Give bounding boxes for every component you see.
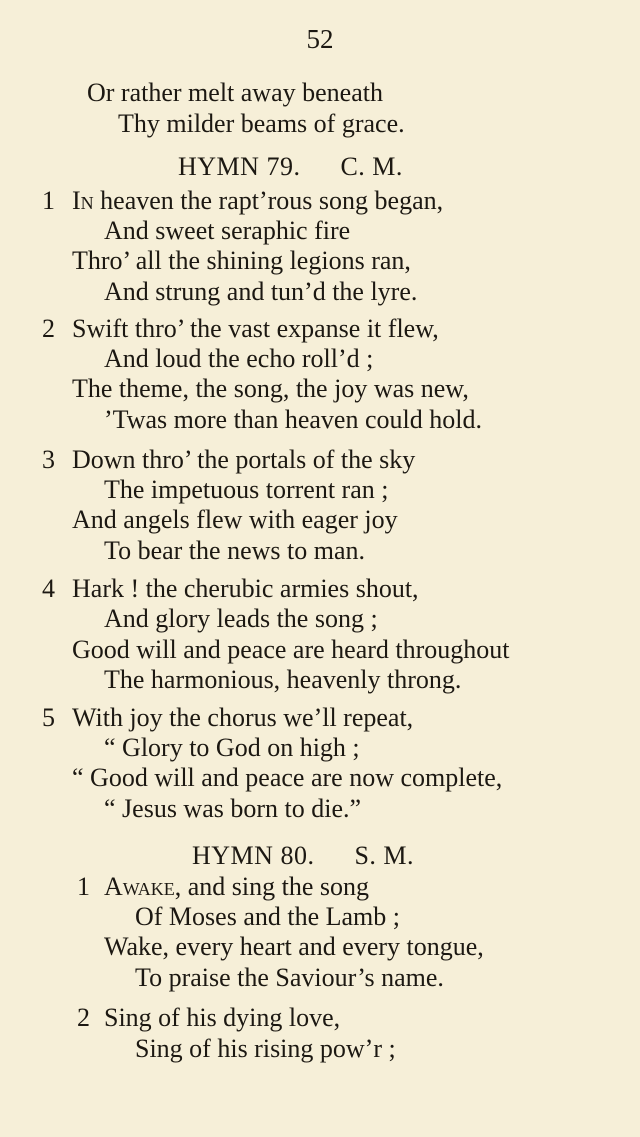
hymn-80-verse-2-line-2: Sing of his rising pow’r ; xyxy=(135,1034,396,1063)
hymn-79-verse-2-line-3: The theme, the song, the joy was new, xyxy=(72,374,469,403)
hymn-80-verse-2-line-1: Sing of his dying love, xyxy=(104,1003,341,1032)
hymn-79-verse-3-number: 3 xyxy=(42,445,55,474)
hymn-80-verse-1-line-2: Of Moses and the Lamb ; xyxy=(135,902,401,931)
hymn-80-verse-1-line-1-text: , and sing the song xyxy=(174,872,370,901)
hymn-79-verse-2-line-1: Swift thro’ the vast expanse it flew, xyxy=(72,314,439,343)
hymn-80-title: HYMN 80. xyxy=(192,841,315,870)
hymn-80-verse-1-line-4: To praise the Saviour’s name. xyxy=(135,963,444,992)
hymn-80-meter: S. M. xyxy=(354,841,415,870)
page-number: 52 xyxy=(306,24,334,54)
hymn-79-verse-1-line-3: Thro’ all the shining legions ran, xyxy=(72,246,411,275)
hymn-79-title: HYMN 79. xyxy=(178,152,301,181)
hymn-79-verse-1-line-1 xyxy=(72,186,443,216)
hymn-79-verse-3-line-3: And angels flew with eager joy xyxy=(72,505,398,534)
hymn-79-verse-3-line-2: The impetuous torrent ran ; xyxy=(104,475,389,504)
hymn-79-verse-5-line-4: “ Jesus was born to die.” xyxy=(104,794,362,823)
hymn-79-verse-5-line-3: “ Good will and peace are now complete, xyxy=(72,763,503,792)
hymn-80-verse-1-line-1 xyxy=(104,872,369,902)
hymn-80-verse-2-number: 2 xyxy=(77,1003,90,1032)
hymn-79-verse-4-line-2: And glory leads the song ; xyxy=(104,604,378,633)
intro-line-2: Thy milder beams of grace. xyxy=(118,109,405,138)
hymn-79-verse-3-line-4: To bear the news to man. xyxy=(104,536,365,565)
hymn-79-meter: C. M. xyxy=(340,152,403,181)
hymn-79-verse-4-line-1: Hark ! the cherubic armies shout, xyxy=(72,574,419,603)
hymn-80-heading xyxy=(192,841,414,871)
hymn-79-verse-3-line-1: Down thro’ the portals of the sky xyxy=(72,445,416,474)
hymn-79-verse-4-line-4: The harmonious, heavenly throng. xyxy=(104,665,462,694)
hymn-79-verse-4-number: 4 xyxy=(42,574,55,603)
hymn-79-verse-2-line-2: And loud the echo roll’d ; xyxy=(104,344,374,373)
hymn-79-verse-5-line-2: “ Glory to God on high ; xyxy=(104,733,360,762)
hymn-80-verse-1-lead: Awake xyxy=(104,872,175,901)
hymn-79-verse-1-lead: In xyxy=(72,186,94,215)
hymn-79-verse-1-line-1-text: heaven the rapt’rous song began, xyxy=(93,186,444,215)
hymn-79-verse-1-line-2: And sweet seraphic fire xyxy=(104,216,351,245)
hymn-80-verse-1-line-3: Wake, every heart and every tongue, xyxy=(104,932,484,961)
hymn-79-verse-1-line-4: And strung and tun’d the lyre. xyxy=(104,277,418,306)
intro-line-1: Or rather melt away beneath xyxy=(87,78,383,107)
hymn-79-verse-5-number: 5 xyxy=(42,703,55,732)
hymn-79-verse-2-number: 2 xyxy=(42,314,55,343)
hymn-79-verse-1-number: 1 xyxy=(42,186,55,215)
hymn-79-heading xyxy=(178,152,403,182)
hymn-79-verse-5-line-1: With joy the chorus we’ll repeat, xyxy=(72,703,414,732)
hymn-79-verse-2-line-4: ’Twas more than heaven could hold. xyxy=(104,405,482,434)
hymn-80-verse-1-number: 1 xyxy=(77,872,90,901)
hymn-79-verse-4-line-3: Good will and peace are heard throughout xyxy=(72,635,510,664)
